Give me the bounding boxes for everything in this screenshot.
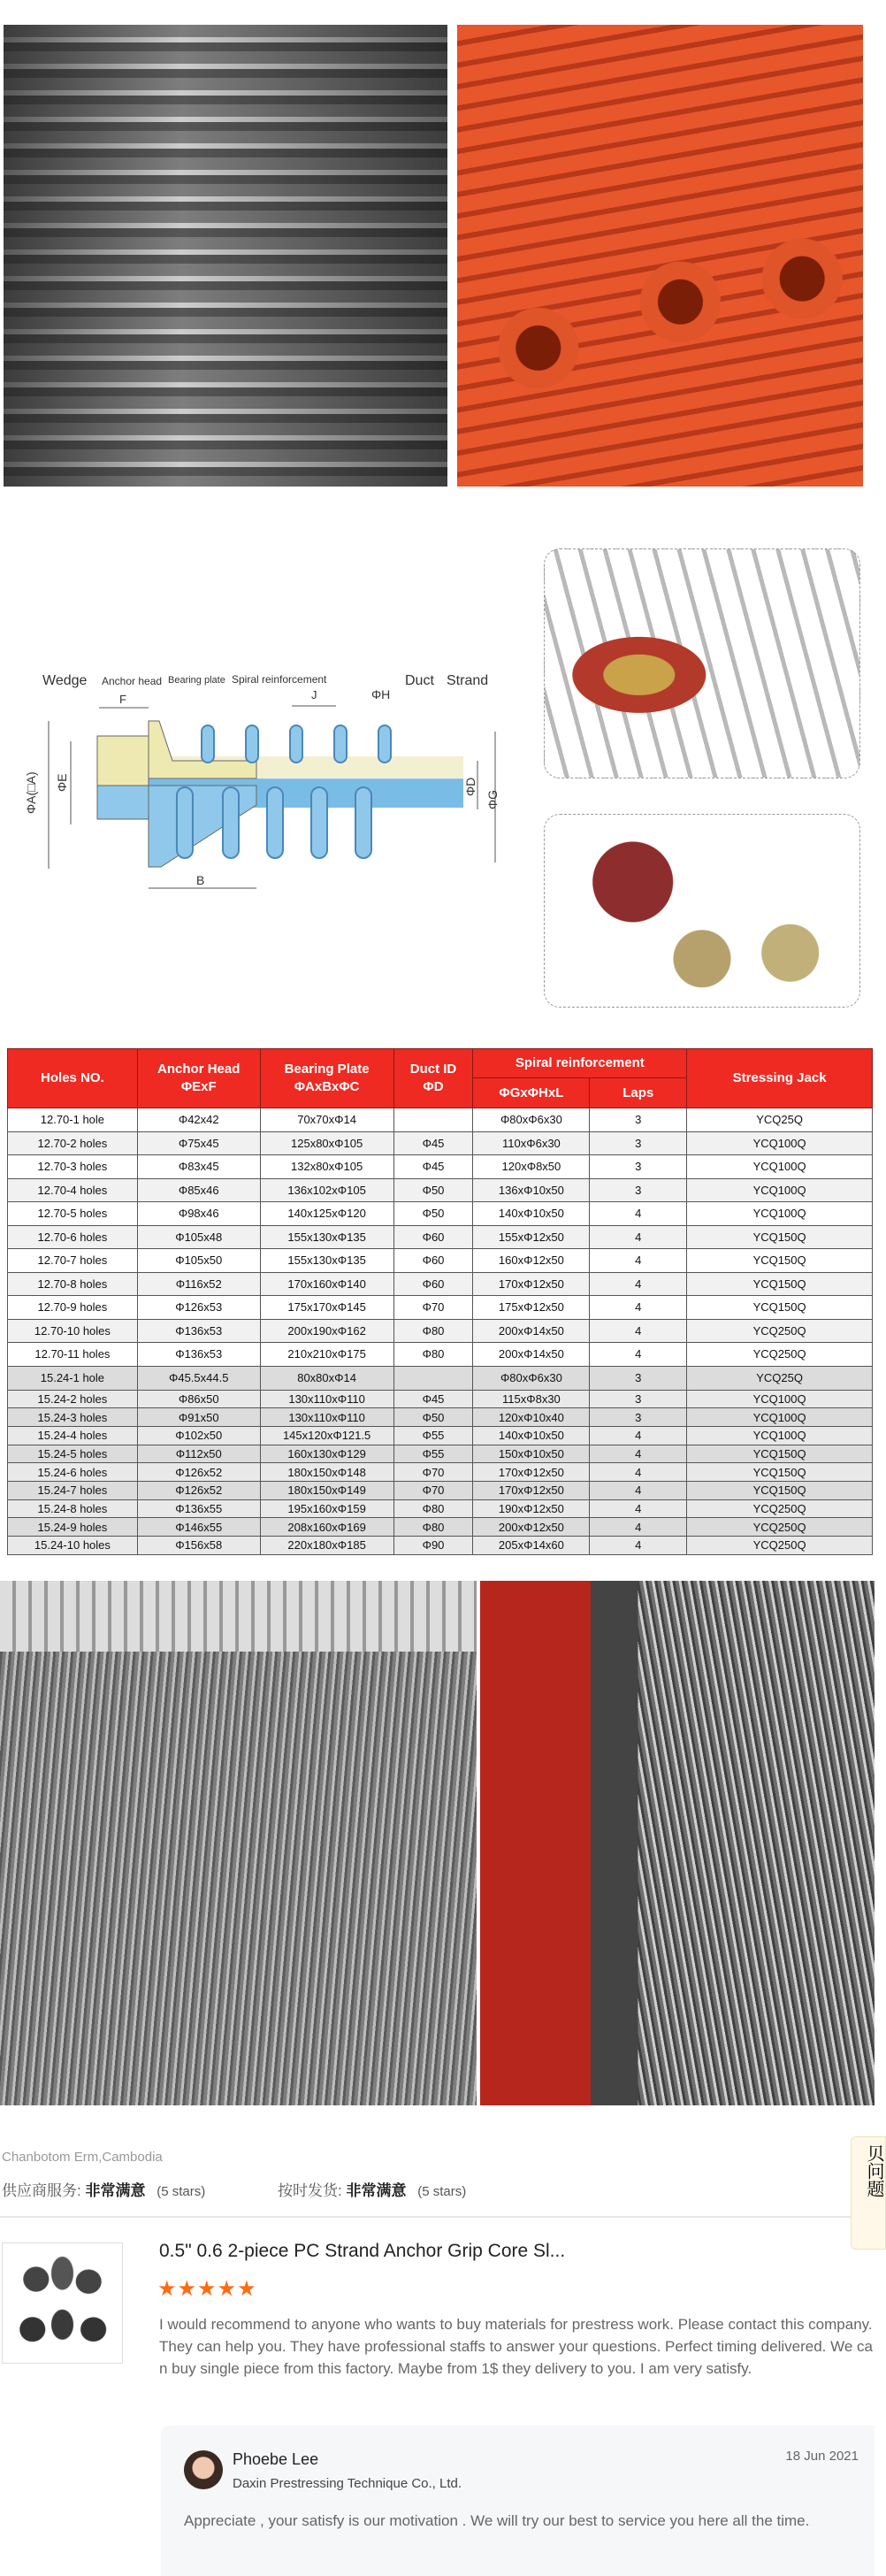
table-cell: 15.24-4 holes: [8, 1426, 138, 1445]
table-cell: YCQ100Q: [687, 1131, 873, 1155]
table-cell: YCQ250Q: [687, 1499, 873, 1518]
table-cell: 200xΦ14x50: [473, 1319, 590, 1343]
avatar: [184, 2450, 223, 2489]
table-cell: 4: [590, 1499, 687, 1518]
table-cell: Φ86x50: [137, 1390, 260, 1408]
header-bearing-plate: Bearing Plate ΦAxBxΦC: [260, 1049, 393, 1108]
table-cell: 132x80xΦ105: [260, 1155, 393, 1179]
table-cell: 70x70xΦ14: [260, 1108, 393, 1132]
table-cell: 3: [590, 1108, 687, 1132]
table-cell: 4: [590, 1202, 687, 1226]
table-cell: Φ60: [393, 1272, 473, 1296]
table-cell: YCQ100Q: [687, 1178, 873, 1202]
table-cell: 12.70-9 holes: [8, 1296, 138, 1320]
specification-table: [7, 1048, 873, 1555]
table-cell: 175x170xΦ145: [260, 1296, 393, 1320]
table-cell: 205xΦ14x60: [473, 1537, 590, 1555]
table-cell: YCQ150Q: [687, 1249, 873, 1273]
table-cell: 175xΦ12x50: [473, 1296, 590, 1320]
table-cell: 200x190xΦ162: [260, 1319, 393, 1343]
table-cell: 15.24-1 hole: [8, 1366, 138, 1390]
label-d: ΦD: [463, 777, 477, 796]
table-cell: 140xΦ10x50: [473, 1426, 590, 1445]
header-anchor-head: Anchor Head ΦExF: [137, 1049, 260, 1108]
table-cell: YCQ100Q: [687, 1408, 873, 1427]
star-rating: ★★★★★: [157, 2277, 257, 2301]
product-thumbnail[interactable]: [2, 2242, 123, 2364]
header-spiral: Spiral reinforcement: [473, 1049, 687, 1078]
label-h: ΦH: [371, 687, 391, 702]
table-cell: 150xΦ10x50: [473, 1445, 590, 1463]
table-cell: 155x130xΦ135: [260, 1225, 393, 1249]
table-cell: 170x160xΦ140: [260, 1272, 393, 1296]
table-cell: Φ136x53: [137, 1319, 260, 1343]
label-f: F: [119, 693, 126, 706]
table-cell: 3: [590, 1408, 687, 1427]
table-row: [8, 1319, 873, 1343]
table-cell: 4: [590, 1272, 687, 1296]
table-cell: YCQ100Q: [687, 1155, 873, 1179]
table-cell: Φ45.5x44.5: [137, 1366, 260, 1390]
table-cell: 15.24-7 holes: [8, 1481, 138, 1499]
table-cell: Φ91x50: [137, 1408, 260, 1427]
label-strand: Strand: [447, 673, 489, 688]
table-cell: [393, 1108, 473, 1132]
table-cell: 4: [590, 1225, 687, 1249]
table-cell: Φ136x55: [137, 1499, 260, 1518]
label-bearing-plate: Bearing plate: [168, 675, 225, 686]
table-row: [8, 1463, 873, 1482]
table-cell: 12.70-5 holes: [8, 1202, 138, 1226]
table-row: [8, 1155, 873, 1179]
table-cell: Φ70: [393, 1481, 473, 1499]
table-cell: 3: [590, 1366, 687, 1390]
table-cell: Φ156x58: [137, 1537, 260, 1555]
table-cell: Φ80: [393, 1319, 473, 1343]
label-j: J: [311, 688, 317, 702]
table-cell: 4: [590, 1537, 687, 1555]
plastic-duct-photo: [457, 25, 863, 487]
table-row: [8, 1408, 873, 1427]
table-row: [8, 1225, 873, 1249]
table-cell: 12.70-6 holes: [8, 1225, 138, 1249]
anchor-head-photo: [544, 814, 860, 1008]
table-cell: 180x150xΦ149: [260, 1481, 393, 1499]
label-duct: Duct: [405, 673, 434, 688]
table-row: [8, 1249, 873, 1273]
table-cell: Φ70: [393, 1296, 473, 1320]
table-row: [8, 1131, 873, 1155]
table-cell: 4: [590, 1343, 687, 1367]
table-cell: Φ50: [393, 1178, 473, 1202]
table-cell: YCQ250Q: [687, 1537, 873, 1555]
table-cell: Φ105x48: [137, 1225, 260, 1249]
header-holes: Holes NO.: [8, 1049, 138, 1108]
table-cell: 12.70-3 holes: [8, 1155, 138, 1179]
table-cell: Φ126x52: [137, 1481, 260, 1499]
table-row: [8, 1296, 873, 1320]
table-cell: YCQ250Q: [687, 1319, 873, 1343]
label-e: ΦE: [55, 773, 69, 792]
reply-date: 18 Jun 2021: [785, 2449, 859, 2464]
table-row: [8, 1202, 873, 1226]
table-cell: YCQ250Q: [687, 1343, 873, 1367]
table-cell: Φ60: [393, 1225, 473, 1249]
table-row: [8, 1518, 873, 1537]
table-row: [8, 1272, 873, 1296]
header-laps: Laps: [590, 1078, 687, 1108]
label-g: ΦG: [485, 789, 500, 809]
table-cell: 15.24-9 holes: [8, 1518, 138, 1537]
table-cell: Φ80: [393, 1518, 473, 1537]
table-cell: Φ102x50: [137, 1426, 260, 1445]
table-cell: 80x80xΦ14: [260, 1366, 393, 1390]
table-cell: 136xΦ10x50: [473, 1178, 590, 1202]
table-cell: 15.24-2 holes: [8, 1390, 138, 1408]
table-cell: 155x130xΦ135: [260, 1249, 393, 1273]
table-cell: Φ112x50: [137, 1445, 260, 1463]
table-cell: Φ50: [393, 1408, 473, 1427]
table-cell: 12.70-10 holes: [8, 1319, 138, 1343]
table-cell: YCQ150Q: [687, 1225, 873, 1249]
table-cell: 120xΦ10x40: [473, 1408, 590, 1427]
table-cell: 160xΦ12x50: [473, 1249, 590, 1273]
reply-author: Phoebe Lee: [233, 2450, 319, 2468]
table-cell: 195x160xΦ159: [260, 1499, 393, 1518]
table-cell: YCQ150Q: [687, 1445, 873, 1463]
reply-text: Appreciate , your satisfy is our motivation . We will try our best to service you here all the time.: [184, 2512, 810, 2529]
table-cell: Φ136x53: [137, 1343, 260, 1367]
table-cell: 125x80xΦ105: [260, 1131, 393, 1155]
table-cell: 145x120xΦ121.5: [260, 1426, 393, 1445]
table-cell: Φ126x52: [137, 1463, 260, 1482]
table-cell: Φ105x50: [137, 1249, 260, 1273]
table-cell: Φ45: [393, 1155, 473, 1179]
table-cell: YCQ250Q: [687, 1518, 873, 1537]
table-row: [8, 1537, 873, 1555]
table-cell: 4: [590, 1426, 687, 1445]
table-cell: 170xΦ12x50: [473, 1481, 590, 1499]
table-cell: Φ126x53: [137, 1296, 260, 1320]
table-cell: Φ90: [393, 1537, 473, 1555]
table-cell: 12.70-4 holes: [8, 1178, 138, 1202]
label-anchor-head: Anchor head: [102, 675, 163, 687]
label-a: ΦA(□A): [24, 771, 38, 814]
table-cell: YCQ25Q: [687, 1108, 873, 1132]
table-cell: 12.70-1 hole: [8, 1108, 138, 1132]
table-cell: 4: [590, 1296, 687, 1320]
table-cell: YCQ100Q: [687, 1202, 873, 1226]
table-cell: 15.24-3 holes: [8, 1408, 138, 1427]
table-cell: 15.24-5 holes: [8, 1445, 138, 1463]
table-row: [8, 1343, 873, 1367]
table-cell: 12.70-8 holes: [8, 1272, 138, 1296]
table-row: [8, 1499, 873, 1518]
reply-company: Daxin Prestressing Technique Co., Ltd.: [233, 2476, 462, 2491]
table-cell: 120xΦ8x50: [473, 1155, 590, 1179]
table-cell: 210x210xΦ175: [260, 1343, 393, 1367]
table-cell: 220x180xΦ185: [260, 1537, 393, 1555]
table-cell: YCQ150Q: [687, 1463, 873, 1482]
table-cell: 170xΦ12x50: [473, 1463, 590, 1482]
table-cell: 110xΦ6x30: [473, 1131, 590, 1155]
table-cell: 140xΦ10x50: [473, 1202, 590, 1226]
table-cell: YCQ100Q: [687, 1390, 873, 1408]
table-cell: YCQ150Q: [687, 1481, 873, 1499]
table-cell: Φ45: [393, 1131, 473, 1155]
table-cell: YCQ150Q: [687, 1296, 873, 1320]
table-cell: Φ50: [393, 1202, 473, 1226]
table-cell: 3: [590, 1390, 687, 1408]
table-cell: Φ116x52: [137, 1272, 260, 1296]
header-jack: Stressing Jack: [687, 1049, 873, 1108]
table-row: [8, 1178, 873, 1202]
table-cell: 115xΦ8x30: [473, 1390, 590, 1408]
table-cell: 4: [590, 1518, 687, 1537]
table-cell: 200xΦ14x50: [473, 1343, 590, 1367]
table-cell: 200xΦ12x50: [473, 1518, 590, 1537]
anchor-spiral-photo: [544, 548, 860, 778]
table-cell: Φ42x42: [137, 1108, 260, 1132]
table-cell: Φ45: [393, 1390, 473, 1408]
table-cell: 3: [590, 1131, 687, 1155]
table-cell: [393, 1366, 473, 1390]
table-cell: 190xΦ12x50: [473, 1499, 590, 1518]
table-cell: 4: [590, 1249, 687, 1273]
table-row: [8, 1426, 873, 1445]
table-cell: 160x130xΦ129: [260, 1445, 393, 1463]
table-cell: Φ55: [393, 1426, 473, 1445]
table-cell: Φ98x46: [137, 1202, 260, 1226]
table-cell: YCQ150Q: [687, 1272, 873, 1296]
table-cell: 15.24-10 holes: [8, 1537, 138, 1555]
table-cell: 12.70-2 holes: [8, 1131, 138, 1155]
label-spiral: Spiral reinforcement: [232, 673, 327, 686]
table-cell: 4: [590, 1319, 687, 1343]
table-cell: 4: [590, 1445, 687, 1463]
table-cell: 15.24-6 holes: [8, 1463, 138, 1482]
table-cell: Φ83x45: [137, 1155, 260, 1179]
label-wedge: Wedge: [42, 673, 88, 688]
table-cell: 130x110xΦ110: [260, 1408, 393, 1427]
truck-loading-photo: [480, 1581, 875, 2105]
table-cell: Φ60: [393, 1249, 473, 1273]
table-cell: 4: [590, 1481, 687, 1499]
product-title[interactable]: 0.5" 0.6 2-piece PC Strand Anchor Grip Core Sl...: [159, 2241, 566, 2261]
header-duct: Duct ID ΦD: [393, 1049, 473, 1108]
header-spiral-sub: ΦGxΦHxL: [473, 1078, 590, 1108]
table-cell: 130x110xΦ110: [260, 1390, 393, 1408]
table-row: [8, 1481, 873, 1499]
table-cell: 12.70-7 holes: [8, 1249, 138, 1273]
divider: [0, 2216, 851, 2218]
table-cell: 208x160xΦ169: [260, 1518, 393, 1537]
table-row: [8, 1108, 873, 1132]
table-cell: 12.70-11 holes: [8, 1343, 138, 1367]
table-cell: YCQ25Q: [687, 1366, 873, 1390]
supplier-service-rating: 供应商服务: 非常满意 (5 stars): [2, 2182, 206, 2199]
table-cell: Φ75x45: [137, 1131, 260, 1155]
chat-widget[interactable]: 贝问题: [851, 2136, 886, 2250]
label-b: B: [196, 873, 205, 887]
anchorage-diagram: [0, 637, 531, 902]
table-cell: Φ80xΦ6x30: [473, 1366, 590, 1390]
container-loading-photo: [0, 1581, 477, 2105]
ontime-delivery-rating: 按时发货: 非常满意 (5 stars): [278, 2182, 467, 2199]
review-text: I would recommend to anyone who wants to buy materials for prestress work. Please contact this company. They can help you. They have professional staffs to answer your questions. Perfect timing delivered. We can buy single piece from this factory. Maybe from 1$ they delivery to you. I am very satisfy.: [159, 2316, 873, 2377]
table-cell: 136x102xΦ105: [260, 1178, 393, 1202]
table-cell: 140x125xΦ120: [260, 1202, 393, 1226]
table-cell: Φ80: [393, 1343, 473, 1367]
table-cell: 155xΦ12x50: [473, 1225, 590, 1249]
table-row: [8, 1366, 873, 1390]
table-cell: 3: [590, 1155, 687, 1179]
seller-reply: [161, 2426, 875, 2576]
steel-duct-photo: [4, 25, 447, 487]
table-cell: 170xΦ12x50: [473, 1272, 590, 1296]
table-cell: Φ70: [393, 1463, 473, 1482]
table-cell: 4: [590, 1463, 687, 1482]
table-cell: Φ80xΦ6x30: [473, 1108, 590, 1132]
reviewer-location: Chanbotom Erm,Cambodia: [2, 2150, 163, 2165]
table-cell: Φ55: [393, 1445, 473, 1463]
table-cell: Φ85x46: [137, 1178, 260, 1202]
table-cell: 15.24-8 holes: [8, 1499, 138, 1518]
table-row: [8, 1390, 873, 1408]
table-cell: Φ146x55: [137, 1518, 260, 1537]
table-cell: 3: [590, 1178, 687, 1202]
table-row: [8, 1445, 873, 1463]
table-cell: YCQ100Q: [687, 1426, 873, 1445]
table-cell: 180x150xΦ148: [260, 1463, 393, 1482]
table-cell: Φ80: [393, 1499, 473, 1518]
